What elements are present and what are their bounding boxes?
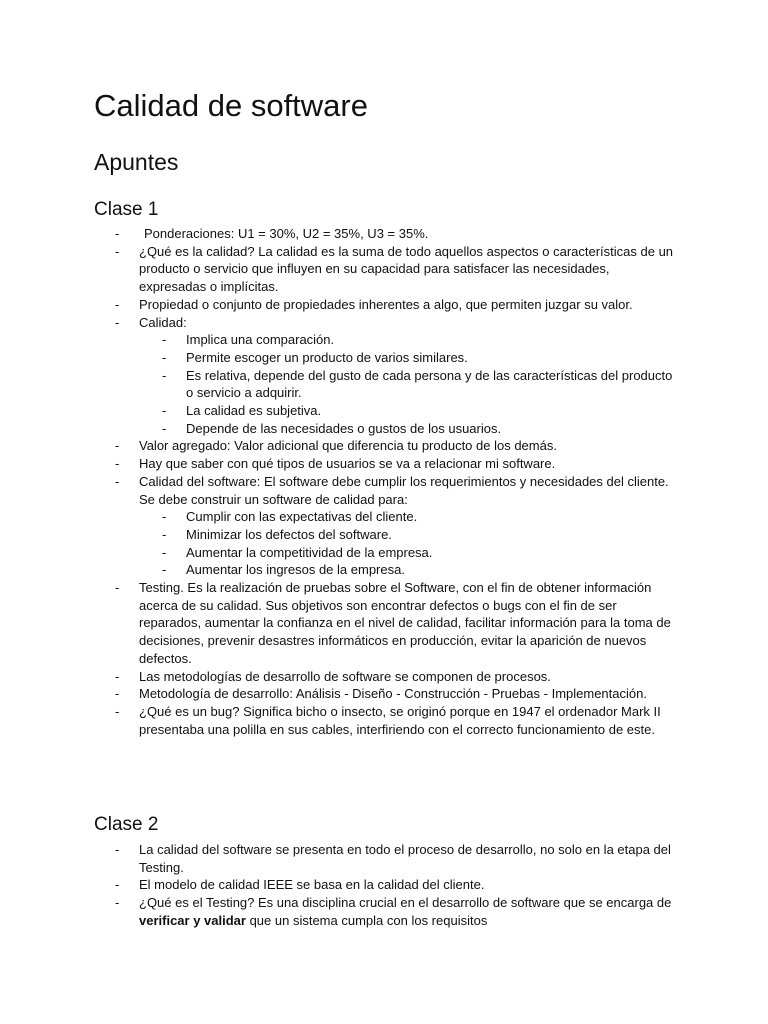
list-item-text-bold: verificar y validar <box>139 912 246 928</box>
list-item-text <box>139 894 679 929</box>
notes-list-clase-1 <box>0 225 768 738</box>
bullet-dash: - <box>162 562 167 578</box>
list-item-text: Testing. Es la realización de pruebas sobre el Software, con el fin de obtener información acerca de su calidad. Sus objetivos son encontrar defectos o bugs con el fin de ser reparados, aumentar la confianza en el nivel de calidad, facilitar información para la toma de decisiones, prevenir desastres informáticos en producción, evitar la aparición de nuevos defectos. <box>139 580 671 666</box>
sub-list-item <box>0 331 676 349</box>
list-item-text: Calidad: <box>139 314 187 330</box>
list-item <box>0 841 679 876</box>
list-item-text: Cumplir con las expectativas del cliente. <box>186 509 418 525</box>
sub-list-item <box>0 402 676 420</box>
bullet-dash: - <box>115 456 120 472</box>
bullet-dash: - <box>115 877 120 893</box>
list-item-text: Permite escoger un producto de varios similares. <box>186 349 468 365</box>
list-item <box>0 314 679 332</box>
list-item-text-after: que un sistema cumpla con los requisitos <box>245 912 488 928</box>
bullet-dash: - <box>162 367 167 383</box>
list-item-text: La calidad es subjetiva. <box>186 403 322 419</box>
list-item-text: Minimizar los defectos del software. <box>186 526 392 542</box>
list-item-text: Es relativa, depende del gusto de cada persona y de las características del producto o servicio a adquirir. <box>186 367 673 401</box>
list-item-text: Calidad del software: El software debe cumplir los requerimientos y necesidades del cliente. Se debe construir un software de calidad para: <box>139 473 669 507</box>
list-item <box>0 894 679 929</box>
list-item-text: ¿Qué es la calidad? La calidad es la suma de todo aquellos aspectos o características de un producto o servicio que influyen en su capacidad para satisfacer las necesidades, expresadas o implícitas. <box>139 243 674 295</box>
bullet-dash: - <box>115 296 120 312</box>
bullet-dash: - <box>115 842 120 857</box>
bullet-dash: - <box>162 403 167 419</box>
bullet-dash: - <box>115 243 120 259</box>
sub-list-item <box>0 420 676 438</box>
bullet-dash: - <box>115 895 120 911</box>
list-item-text: Depende de las necesidades o gustos de los usuarios. <box>186 420 502 436</box>
list-item <box>0 473 679 508</box>
document-subtitle: Apuntes <box>94 149 179 175</box>
section-heading-clase-2: Clase 2 <box>94 814 159 835</box>
list-item-text: Propiedad o conjunto de propiedades inherentes a algo, que permiten juzgar su valor. <box>139 296 633 312</box>
list-item-text: ¿Qué es un bug? Significa bicho o insecto, se originó porque en 1947 el ordenador Mark II presentaba una polilla en sus cables, interfiriendo con el correcto funcionamiento de este. <box>139 703 661 737</box>
bullet-dash: - <box>115 580 120 596</box>
list-item <box>0 455 679 473</box>
bullet-dash: - <box>115 686 120 702</box>
bullet-dash: - <box>115 473 120 489</box>
list-item <box>0 876 679 894</box>
list-item <box>0 225 679 243</box>
bullet-dash: - <box>115 703 120 719</box>
list-item-text-before: ¿Qué es el Testing? Es una disciplina crucial en el desarrollo de software que se encarga de <box>139 895 672 911</box>
sub-list-item <box>0 561 676 579</box>
list-item <box>0 296 679 314</box>
bullet-dash: - <box>162 526 167 542</box>
sub-list-item <box>0 526 676 544</box>
bullet-dash: - <box>162 509 167 525</box>
list-item <box>0 243 679 296</box>
list-item-text: Implica una comparación. <box>186 332 335 348</box>
list-item <box>0 579 679 668</box>
list-item-text: El modelo de calidad IEEE se basa en la calidad del cliente. <box>139 877 485 893</box>
list-item <box>0 703 679 738</box>
list-item-text: Valor agregado: Valor adicional que diferencia tu producto de los demás. <box>139 438 557 454</box>
bullet-dash: - <box>162 420 167 436</box>
list-item-text: Las metodologías de desarrollo de software se componen de procesos. <box>139 668 551 684</box>
sub-list-item <box>0 349 676 367</box>
document-title: Calidad de software <box>94 88 368 123</box>
list-item-text: Aumentar la competitividad de la empresa. <box>186 544 433 560</box>
bullet-dash: - <box>115 226 120 241</box>
sub-list-item <box>0 367 676 402</box>
notes-list-clase-2 <box>0 841 768 930</box>
list-item-text-content: Ponderaciones: U1 = 30%, U2 = 35%, U3 = 35%. <box>144 226 429 241</box>
list-item <box>0 668 679 686</box>
list-item-text: La calidad del software se presenta en todo el proceso de desarrollo, no solo en la etapa del Testing. <box>139 842 671 875</box>
bullet-dash: - <box>115 438 120 454</box>
section-heading-clase-1: Clase 1 <box>94 199 159 220</box>
bullet-dash: - <box>162 544 167 560</box>
sub-list-item <box>0 508 676 526</box>
bullet-dash: - <box>162 349 167 365</box>
list-item <box>0 437 679 455</box>
bullet-dash: - <box>115 668 120 684</box>
list-item-text: Hay que saber con qué tipos de usuarios se va a relacionar mi software. <box>139 456 556 472</box>
bullet-dash: - <box>162 332 167 348</box>
list-item-text <box>139 225 679 243</box>
list-item-text: Aumentar los ingresos de la empresa. <box>186 562 405 578</box>
sub-list-item <box>0 544 676 562</box>
list-item-text: Metodología de desarrollo: Análisis - Diseño - Construcción - Pruebas - Implementación. <box>139 686 647 702</box>
list-item <box>0 685 679 703</box>
bullet-dash: - <box>115 314 120 330</box>
